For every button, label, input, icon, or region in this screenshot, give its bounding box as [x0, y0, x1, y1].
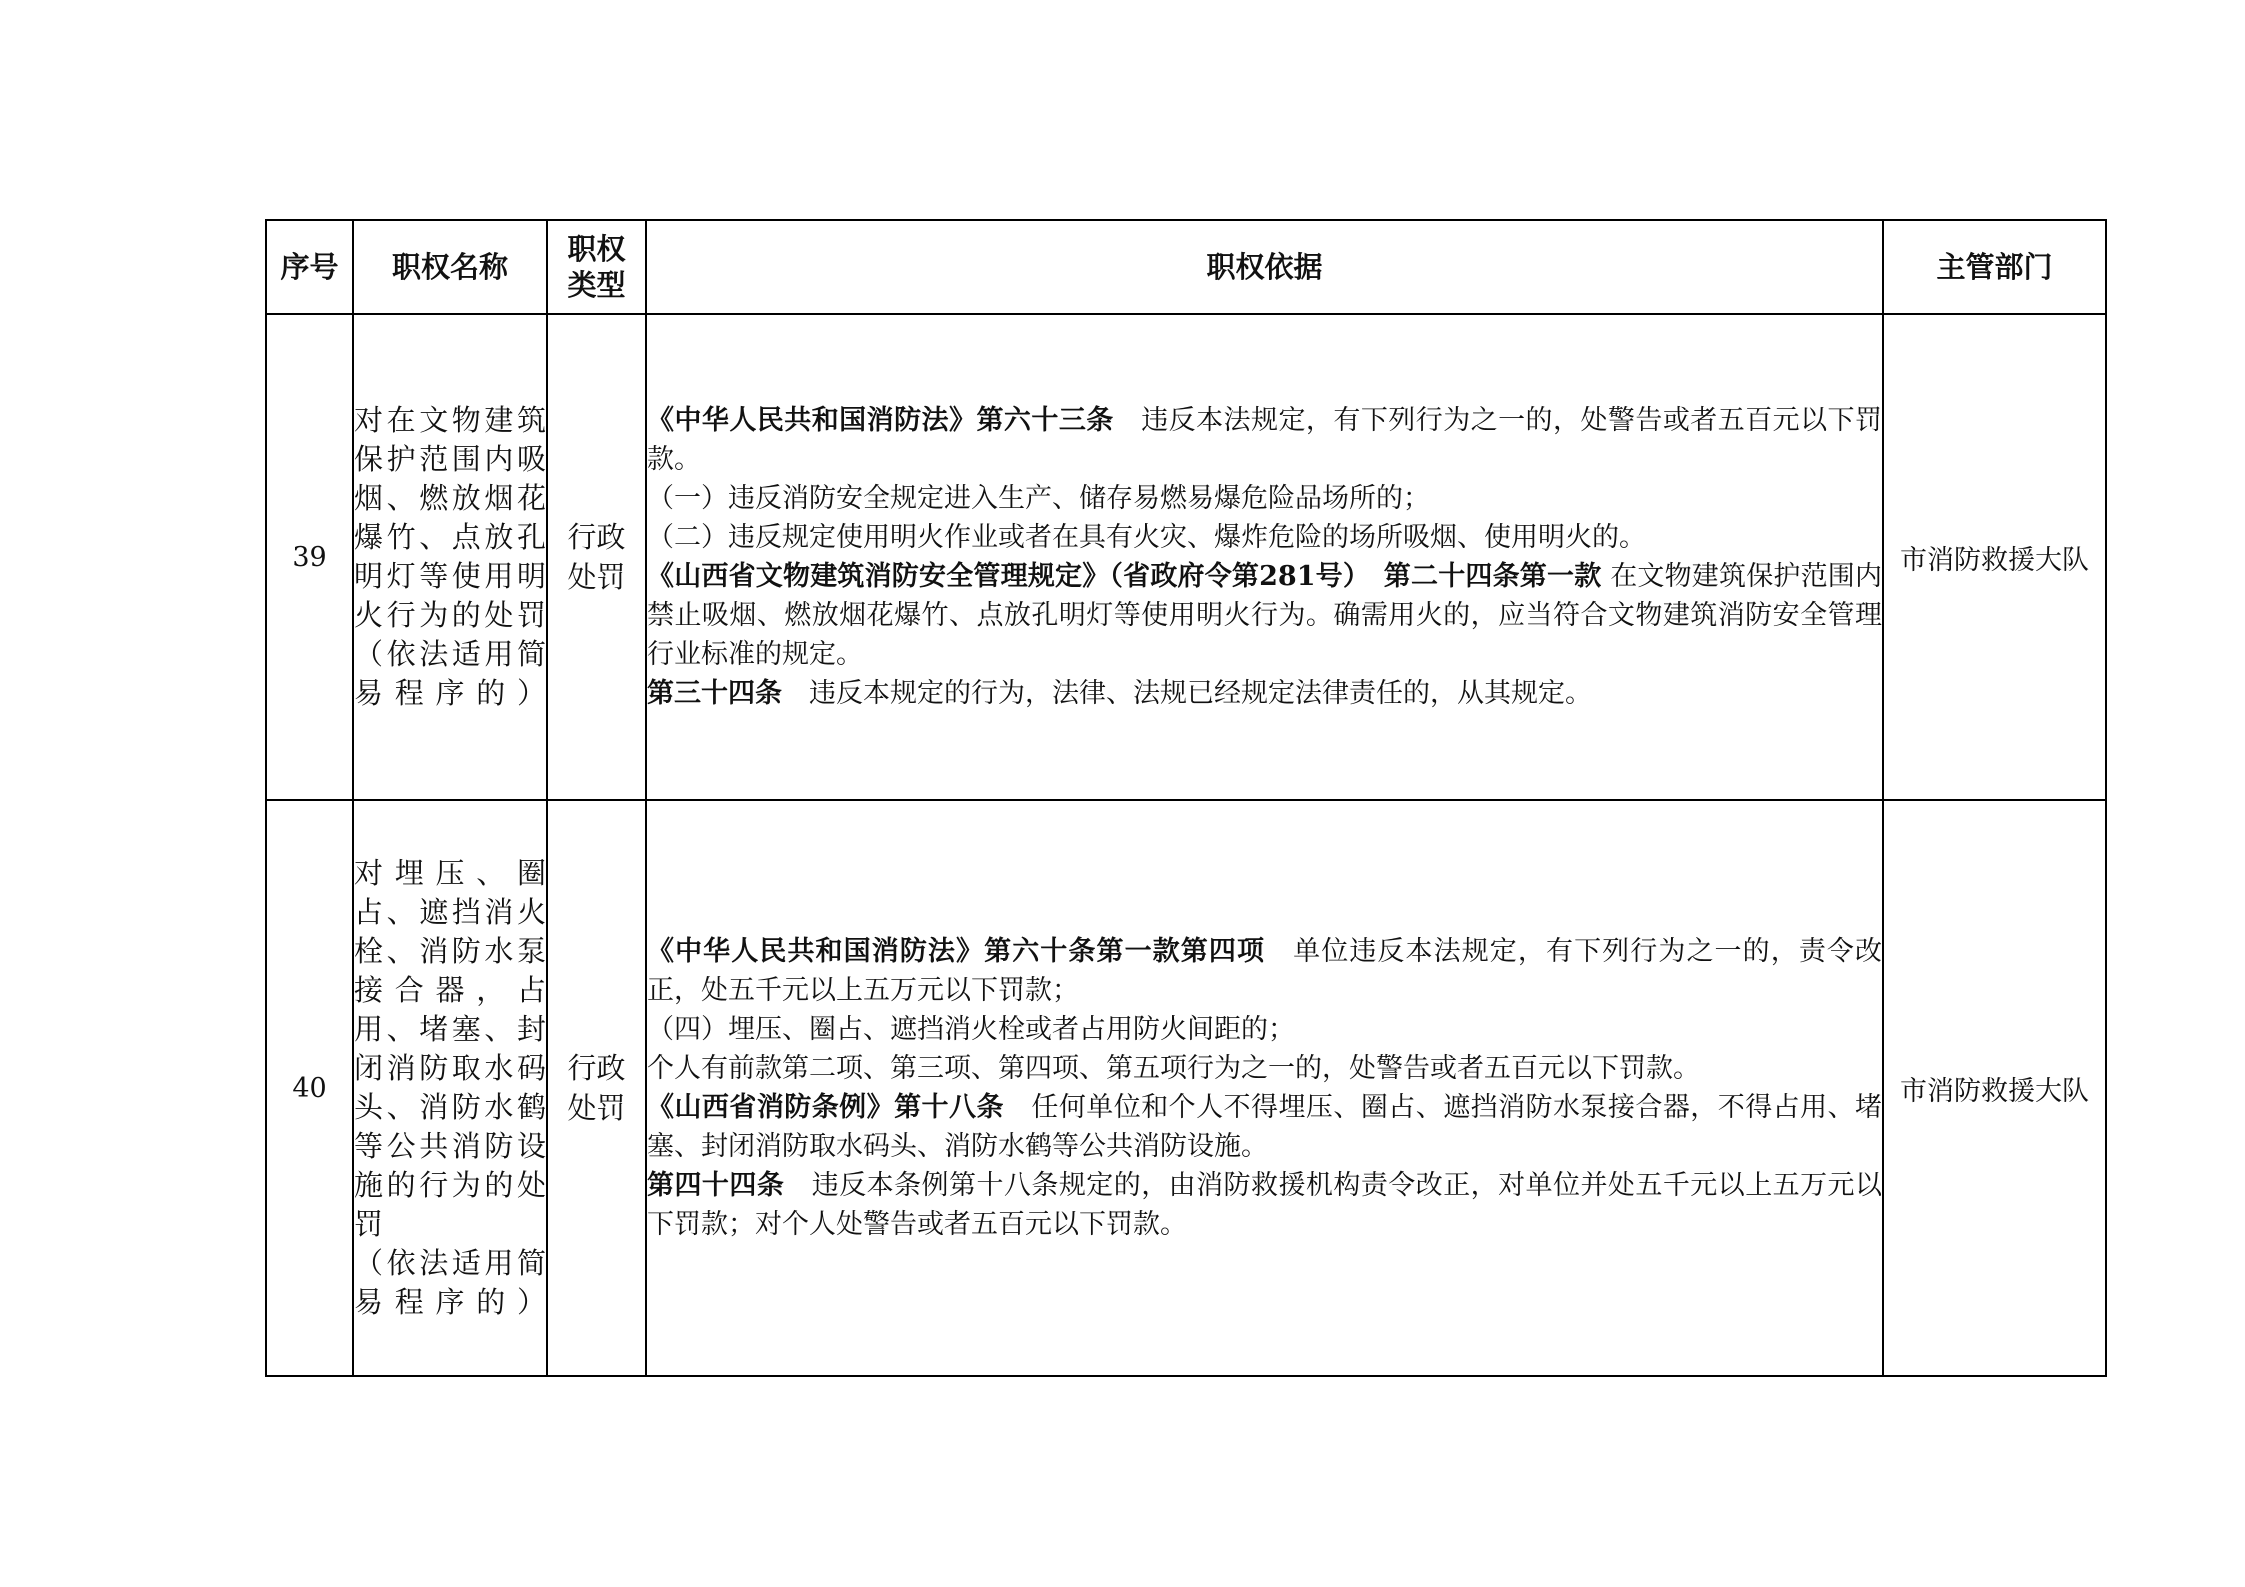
row-name-note: （依法适用简易程序的）: [354, 637, 546, 710]
row-name-text: 对埋压、圈占、遮挡消火栓、消防水泵接合器，占用、堵塞、封闭消防取水码头、消防水鹤等公共消防设施的行为的处罚: [354, 856, 546, 1241]
header-seq: 序号: [266, 220, 353, 314]
basis-text: 单位违反本法规定，有下列行为之一的，责令改正，处五千元以上五万元以下罚款；: [647, 936, 1882, 1006]
row-name-note: （依法适用简易程序的）: [354, 1246, 546, 1319]
basis-article: 第四十四条: [647, 1170, 785, 1201]
basis-text: （一）违反消防安全规定进入生产、储存易燃易爆危险品场所的；: [647, 483, 1430, 514]
header-type-line2: 类型: [567, 268, 626, 302]
basis-paragraph: [647, 1166, 1882, 1244]
basis-article: 《山西省消防条例》第十八条: [647, 1092, 1004, 1123]
row-basis: [646, 800, 1883, 1376]
basis-text: 违反本法规定，有下列行为之一的，处警告或者五百元以下罚款。: [647, 405, 1883, 475]
header-basis: 职权依据: [646, 220, 1883, 314]
row-name: [353, 800, 547, 1376]
basis-article: 第三十四条: [647, 678, 782, 709]
row-dept: 市消防救援大队: [1883, 800, 2106, 1376]
basis-text: （二）违反规定使用明火作业或者在具有火灾、爆炸危险的场所吸烟、使用明火的。: [647, 522, 1646, 553]
row-type: [547, 314, 646, 800]
basis-article: 《中华人民共和国消防法》第六十条第一款第四项: [647, 936, 1266, 967]
table-row: [266, 314, 2106, 800]
basis-text: 在文物建筑保护范围内禁止吸烟、燃放烟花爆竹、点放孔明灯等使用明火行为。确需用火的，应当符合文物建筑消防安全管理行业标准的规定。: [647, 561, 1882, 670]
basis-text: 违反本规定的行为，法律、法规已经规定法律责任的，从其规定。: [782, 678, 1592, 709]
table-row: [266, 800, 2106, 1376]
row-type-line1: 行政: [567, 520, 626, 554]
row-name-text: 对在文物建筑保护范围内吸烟、燃放烟花爆竹、点放孔明灯等使用明火行为的处罚: [354, 403, 546, 632]
row-name: [353, 314, 547, 800]
basis-paragraph: [647, 518, 1882, 557]
table-header-row: [266, 220, 2106, 314]
row-type-line2: 处罚: [567, 1091, 626, 1125]
basis-paragraph: [647, 557, 1882, 674]
row-seq: 40: [266, 800, 353, 1376]
basis-text: 任何单位和个人不得埋压、圈占、遮挡消防水泵接合器，不得占用、堵塞、封闭消防取水码头、消防水鹤等公共消防设施。: [647, 1092, 1883, 1162]
basis-paragraph: [647, 479, 1882, 518]
basis-text: （四）埋压、圈占、遮挡消火栓或者占用防火间距的；: [647, 1014, 1295, 1045]
basis-article: 《山西省文物建筑消防安全管理规定》（省政府令第281号） 第二十四条第一款: [647, 561, 1602, 592]
row-seq: 39: [266, 314, 353, 800]
basis-paragraph: [647, 1010, 1882, 1049]
row-dept: 市消防救援大队: [1883, 314, 2106, 800]
basis-paragraph: [647, 932, 1882, 1010]
powers-table: [265, 219, 2107, 1377]
header-name: 职权名称: [353, 220, 547, 314]
basis-text: 个人有前款第二项、第三项、第四项、第五项行为之一的，处警告或者五百元以下罚款。: [647, 1053, 1700, 1084]
basis-paragraph: [647, 1088, 1882, 1166]
header-dept: 主管部门: [1883, 220, 2106, 314]
basis-paragraph: [647, 1049, 1882, 1088]
basis-paragraph: [647, 401, 1882, 479]
basis-paragraph: [647, 674, 1882, 713]
row-type: [547, 800, 646, 1376]
row-type-line2: 处罚: [567, 560, 626, 594]
basis-article: 《中华人民共和国消防法》第六十三条: [647, 405, 1114, 436]
basis-text: 违反本条例第十八条规定的，由消防救援机构责令改正，对单位并处五千元以上五万元以下罚款；对个人处警告或者五百元以下罚款。: [647, 1170, 1883, 1240]
header-type-line1: 职权: [567, 232, 626, 266]
header-type: [547, 220, 646, 314]
row-type-line1: 行政: [567, 1051, 626, 1085]
row-basis: [646, 314, 1883, 800]
